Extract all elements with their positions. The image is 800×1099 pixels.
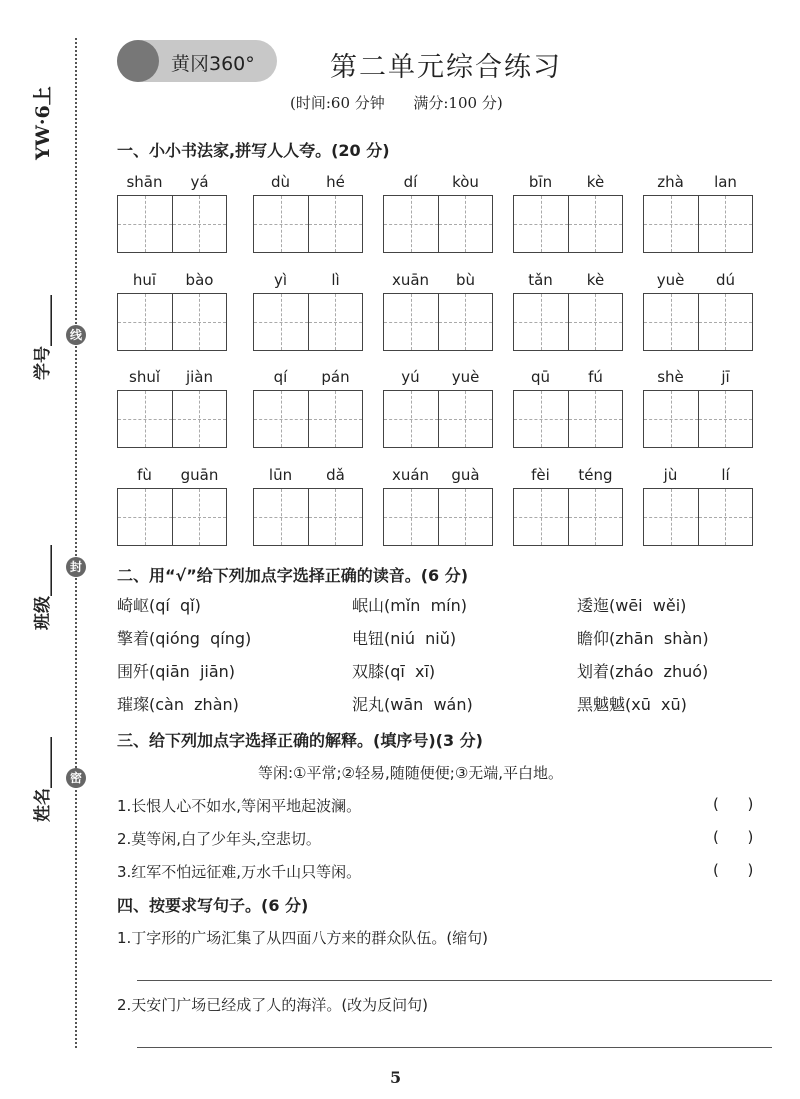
pinyin: fèi <box>531 466 550 484</box>
writing-box[interactable] <box>384 294 439 350</box>
definition-text: 等闲:①平常;②轻易,随随便便;③无端,平白地。 <box>258 764 564 782</box>
pinyin: tǎn <box>528 271 553 289</box>
pronunciation-item[interactable]: 璀璨(càn zhàn) <box>117 695 239 714</box>
pronunciation-item[interactable]: 岷山(mǐn mín) <box>352 596 468 615</box>
writing-box[interactable] <box>254 391 309 447</box>
pronunciation-item[interactable]: 擎着(qióng qíng) <box>117 629 252 648</box>
meaning-question: 2.莫等闲,白了少年头,空悲切。 <box>117 830 321 848</box>
pinyin: dú <box>715 271 736 289</box>
section3-heading: 三、给下列加点字选择正确的解释。(填序号)(3 分) <box>117 731 483 750</box>
pinyin: yuè <box>451 368 480 386</box>
section4-heading: 四、按要求写句子。(6 分) <box>117 896 309 915</box>
word-cell <box>383 271 493 351</box>
pinyin: lūn <box>268 466 293 484</box>
pronunciation-item[interactable]: 泥丸(wān wán) <box>352 695 473 714</box>
pinyin: qí <box>273 368 288 386</box>
pinyin: qū <box>530 368 551 386</box>
writing-box[interactable] <box>309 294 363 350</box>
pinyin: yú <box>401 368 420 386</box>
word-cell <box>513 368 623 448</box>
writing-box[interactable] <box>118 196 173 252</box>
writing-box[interactable] <box>384 489 439 545</box>
word-cell <box>513 173 623 253</box>
meaning-question: 1.长恨人心不如水,等闲平地起波澜。 <box>117 797 362 815</box>
writing-box[interactable] <box>644 391 699 447</box>
answer-line-2[interactable] <box>137 1047 772 1048</box>
seal-mark-secret: 密 <box>66 768 86 788</box>
writing-box[interactable] <box>118 294 173 350</box>
word-cell <box>643 368 753 448</box>
word-cell <box>513 271 623 351</box>
writing-box[interactable] <box>173 489 227 545</box>
writing-box[interactable] <box>439 294 493 350</box>
writing-box[interactable] <box>514 294 569 350</box>
pronunciation-item[interactable]: 瞻仰(zhān shàn) <box>577 629 709 648</box>
writing-box[interactable] <box>309 196 363 252</box>
pronunciation-item[interactable]: 黑魆魆(xū xū) <box>577 695 687 714</box>
word-cell <box>253 271 363 351</box>
pinyin: yuè <box>656 271 685 289</box>
word-cell <box>117 466 227 546</box>
pinyin: huī <box>132 271 157 289</box>
writing-box[interactable] <box>569 294 623 350</box>
pinyin: dǎ <box>326 466 345 484</box>
sentence-task-1: 1.丁字形的广场汇集了从四面八方来的群众队伍。(缩句) <box>117 929 489 947</box>
writing-box[interactable] <box>699 196 753 252</box>
word-cell <box>383 368 493 448</box>
answer-blank[interactable]: ( ) <box>713 861 754 879</box>
writing-box[interactable] <box>254 196 309 252</box>
class-field[interactable]: 班级______ <box>33 545 53 630</box>
pinyin: jù <box>663 466 678 484</box>
word-cell <box>117 271 227 351</box>
pinyin: yì <box>273 271 288 289</box>
pinyin: pán <box>321 368 350 386</box>
word-cell <box>117 368 227 448</box>
seal-mark-line: 线 <box>66 325 86 345</box>
pinyin: bù <box>455 271 476 289</box>
name-field[interactable]: 姓名______ <box>33 737 53 822</box>
pinyin: yá <box>190 173 209 191</box>
writing-box[interactable] <box>439 391 493 447</box>
answer-blank[interactable]: ( ) <box>713 828 754 846</box>
pinyin: dù <box>270 173 291 191</box>
writing-box[interactable] <box>644 196 699 252</box>
pinyin: fú <box>588 368 603 386</box>
writing-box[interactable] <box>309 489 363 545</box>
word-cell <box>253 173 363 253</box>
word-cell <box>383 173 493 253</box>
writing-box[interactable] <box>569 489 623 545</box>
writing-box[interactable] <box>118 489 173 545</box>
pinyin: zhà <box>657 173 684 191</box>
pinyin: lí <box>721 466 730 484</box>
writing-box[interactable] <box>173 294 227 350</box>
brand-logo <box>117 40 277 82</box>
seal-mark-seal: 封 <box>66 557 86 577</box>
section1-heading: 一、小小书法家,拼写人人夸。(20 分) <box>117 141 390 160</box>
pinyin: lì <box>331 271 340 289</box>
pinyin: lan <box>714 173 737 191</box>
sentence-task-2: 2.天安门广场已经成了人的海洋。(改为反问句) <box>117 996 429 1014</box>
pinyin: shān <box>126 173 163 191</box>
word-cell <box>253 368 363 448</box>
word-cell <box>253 466 363 546</box>
answer-blank[interactable]: ( ) <box>713 795 754 813</box>
word-cell <box>643 173 753 253</box>
pronunciation-item[interactable]: 崎岖(qí qǐ) <box>117 596 201 615</box>
writing-box[interactable] <box>644 294 699 350</box>
pinyin: bīn <box>528 173 553 191</box>
writing-box[interactable] <box>439 196 493 252</box>
pinyin: guān <box>180 466 219 484</box>
writing-box[interactable] <box>173 196 227 252</box>
meaning-question: 3.红军不怕远征难,万水千山只等闲。 <box>117 863 362 881</box>
pinyin: kè <box>586 271 605 289</box>
pinyin: kòu <box>452 173 479 191</box>
word-cell <box>117 173 227 253</box>
writing-box[interactable] <box>254 294 309 350</box>
pronunciation-item[interactable]: 电钮(niú niǔ) <box>352 629 457 648</box>
writing-box[interactable] <box>699 489 753 545</box>
writing-box[interactable] <box>384 391 439 447</box>
answer-line-1[interactable] <box>137 980 772 981</box>
pinyin: guà <box>451 466 480 484</box>
pinyin: hé <box>326 173 345 191</box>
writing-box[interactable] <box>384 196 439 252</box>
pinyin: kè <box>586 173 605 191</box>
writing-box[interactable] <box>254 489 309 545</box>
cut-line <box>75 38 77 1048</box>
writing-box[interactable] <box>699 391 753 447</box>
pinyin: téng <box>578 466 613 484</box>
exam-info: (时间:60 分钟 满分:100 分) <box>290 94 503 112</box>
pinyin: bào <box>185 271 214 289</box>
pinyin: shè <box>657 368 684 386</box>
writing-box[interactable] <box>514 391 569 447</box>
writing-box[interactable] <box>309 391 363 447</box>
pinyin: dí <box>403 173 418 191</box>
brand-name: 黄冈360° <box>171 53 255 75</box>
pinyin: fù <box>137 466 152 484</box>
book-code: YW·6上 <box>32 86 54 160</box>
pinyin: shuǐ <box>129 368 160 386</box>
writing-box[interactable] <box>439 489 493 545</box>
word-cell <box>643 466 753 546</box>
pronunciation-item[interactable]: 双膝(qī xī) <box>352 662 436 681</box>
student-id-field[interactable]: 学号______ <box>33 295 53 380</box>
word-cell <box>383 466 493 546</box>
writing-box[interactable] <box>514 489 569 545</box>
writing-box[interactable] <box>514 196 569 252</box>
pinyin: jiàn <box>185 368 214 386</box>
pinyin: xuān <box>391 271 430 289</box>
word-cell <box>643 271 753 351</box>
writing-box[interactable] <box>699 294 753 350</box>
word-cell <box>513 466 623 546</box>
logo-emblem <box>117 40 159 82</box>
pinyin: jī <box>721 368 730 386</box>
page-title: 第二单元综合练习 <box>330 52 562 83</box>
pinyin: xuán <box>391 466 430 484</box>
pronunciation-item[interactable]: 划着(zháo zhuó) <box>577 662 709 681</box>
writing-box[interactable] <box>569 196 623 252</box>
page-number: 5 <box>390 1068 402 1087</box>
writing-box[interactable] <box>173 391 227 447</box>
section2-heading: 二、用“√”给下列加点字选择正确的读音。(6 分) <box>117 566 469 585</box>
writing-box[interactable] <box>569 391 623 447</box>
pronunciation-item[interactable]: 围歼(qiān jiān) <box>117 662 236 681</box>
writing-box[interactable] <box>644 489 699 545</box>
pronunciation-item[interactable]: 逶迤(wēi wěi) <box>577 596 687 615</box>
writing-box[interactable] <box>118 391 173 447</box>
